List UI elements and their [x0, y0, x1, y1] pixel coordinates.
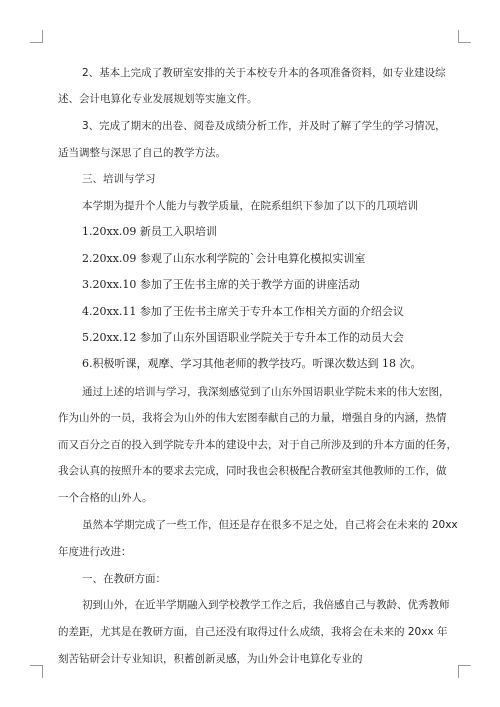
list-item: 1.20xx.09 新员工入职培训 [82, 225, 217, 238]
paragraph-line: 年度进行改进： [58, 546, 132, 558]
list-item: 4.20xx.11 参加了王佐书主席关于专升本工作相关方面的介绍会议 [82, 305, 404, 318]
paragraph-line: 2、基本上完成了教研室安排的关于本校专升本的各项准备资料，如专业建设综 [82, 67, 446, 79]
paragraph-line: 刻苦钻研会计专业知识，积蓄创新灵感，为山外会计电算化专业的 [58, 653, 363, 665]
section-heading: 三、培训与学习 [82, 173, 156, 185]
crop-mark-top-right [458, 30, 471, 43]
paragraph-line: 述、会计电算化专业发展规划等实施文件。 [58, 93, 258, 105]
paragraph-line: 的差距，尤其是在教研方面，自己还没有取得过什么成绩，我将会在未来的 20xx 年 [58, 626, 448, 638]
crop-mark-bottom-left [30, 665, 43, 678]
crop-mark-top-left [30, 30, 43, 43]
paragraph-line: 适当调整与深思了自己的教学方法。 [58, 147, 226, 159]
crop-mark-bottom-right [458, 665, 471, 678]
list-item: 5.20xx.12 参加了山东外国语职业学院关于专升本工作的动员大会 [82, 331, 404, 344]
list-item: 6.积极听课，观摩、学习其他老师的教学技巧。听课次数达到 18 次。 [82, 357, 422, 370]
paragraph-line: 虽然本学期完成了一些工作，但还是存在很多不足之处，自己将会在未来的 20xx [82, 519, 458, 531]
paragraph-line: 作为山外的一员，我将会为山外的伟大宏图奉献自己的力量，增强自身的内涵，热情 [58, 412, 447, 424]
paragraph-line: 一个合格的山外人。 [58, 492, 153, 504]
paragraph-line: 3、完成了期末的出卷、阅卷及成绩分析工作，并及时了解了学生的学习情况， [82, 120, 446, 132]
paragraph-line: 本学期为提升个人能力与教学质量，在院系组织下参加了以下的几项培训 [82, 200, 418, 212]
paragraph-line: 初到山外，在近半学期融入到学校教学工作之后，我倍感自己与教龄、优秀教师 [82, 599, 450, 611]
section-heading: 一、在教研方面： [82, 573, 166, 585]
list-item: 2.20xx.09 参观了山东水利学院的`会计电算化模拟实训室 [82, 252, 366, 265]
paragraph-line: 通过上述的培训与学习，我深刻感觉到了山东外国语职业学院未来的伟大宏图， [82, 386, 450, 398]
paragraph-line: 而又百分之百的投入到学院专升本的建设中去，对于自己所涉及到的升本方面的任务， [58, 439, 457, 451]
paragraph-line: 我会认真的按照升本的要求去完成，同时我也会积极配合教研室其他教师的工作，做 [58, 465, 447, 477]
list-item: 3.20xx.10 参加了王佐书主席的关于教学方面的讲座活动 [82, 278, 360, 291]
